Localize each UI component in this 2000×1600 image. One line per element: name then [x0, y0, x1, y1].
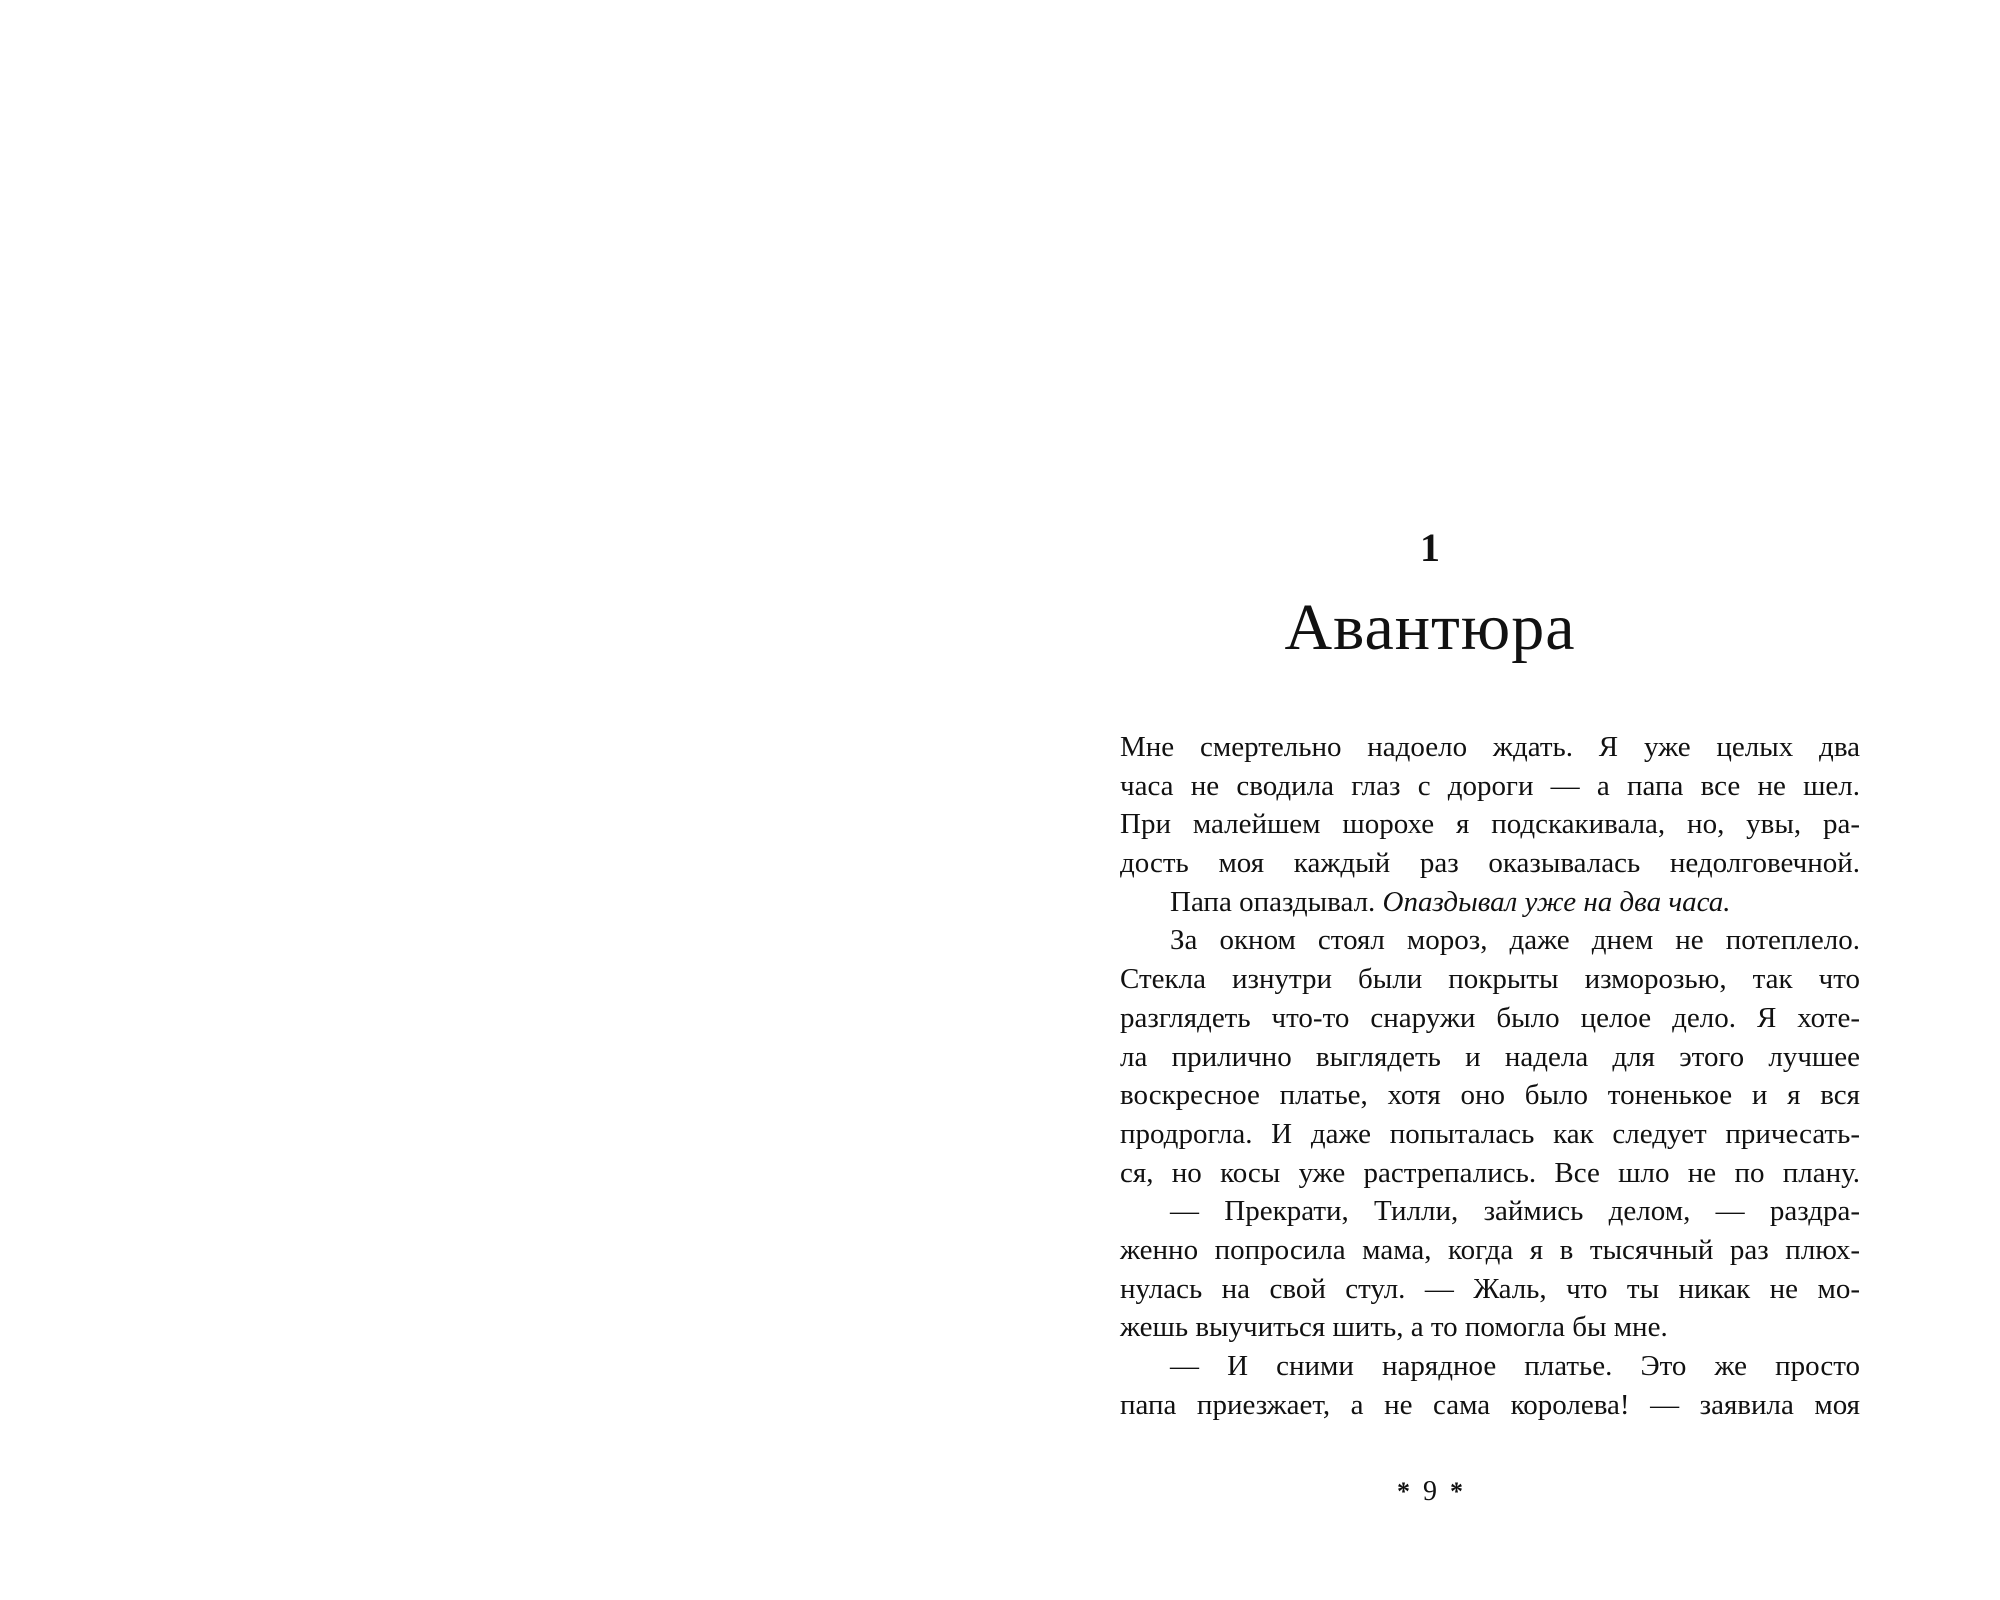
body-line: часа не сводила глаз с дороги — а папа все не шел. — [1120, 769, 1860, 802]
chapter-number: 1 — [1420, 525, 1440, 570]
star-ornament-icon: * — [1397, 1477, 1410, 1506]
body-line: разглядеть что-то снаружи было целое дело. Я хоте- — [1120, 1001, 1860, 1034]
body-line: При малейшем шорохе я подскакивала, но, увы, ра- — [1120, 808, 1860, 841]
body-line: Мне смертельно надоело ждать. Я уже целых два — [1120, 731, 1860, 763]
body-line: — Прекрати, Тилли, займись делом, — раздра- — [1170, 1195, 1860, 1228]
chapter-title: Авантюра — [1284, 591, 1576, 664]
body-line-italic: Опаздывал уже на два часа. — [1382, 885, 1731, 918]
body-line: — И сними нарядное платье. Это же просто — [1170, 1350, 1860, 1382]
chapter-body — [1120, 728, 1860, 1424]
body-line: ла прилично выглядеть и надела для этого лучшее — [1120, 1040, 1860, 1073]
body-line: папа приезжает, а не сама королева! — заявила моя — [1120, 1388, 1860, 1421]
body-line: Стекла изнутри были покрыты изморозью, так что — [1120, 963, 1860, 996]
body-line-text: Папа опаздывал. — [1170, 885, 1376, 918]
body-line: женно попросила мама, когда я в тысячный раз плюх- — [1120, 1233, 1860, 1266]
body-line: продрогла. И даже попыталась как следует причесать- — [1120, 1117, 1860, 1150]
page-number: 9 — [1423, 1476, 1437, 1507]
body-line: ся, но косы уже растрепались. Все шло не по плану. — [1120, 1156, 1860, 1189]
body-line: нулась на свой стул. — Жаль, что ты никак не мо- — [1120, 1272, 1860, 1305]
body-line: дость моя каждый раз оказывалась недолговечной. — [1120, 847, 1860, 880]
body-line: жешь выучиться шить, а то помогла бы мне. — [1120, 1311, 1668, 1344]
body-line — [1120, 883, 1860, 922]
body-line: воскресное платье, хотя оно было тоненькое и я вся — [1120, 1079, 1860, 1112]
star-ornament-icon: * — [1450, 1477, 1463, 1506]
page-footer — [1080, 1474, 1780, 1510]
body-line: За окном стоял мороз, даже днем не потеплело. — [1170, 924, 1860, 957]
